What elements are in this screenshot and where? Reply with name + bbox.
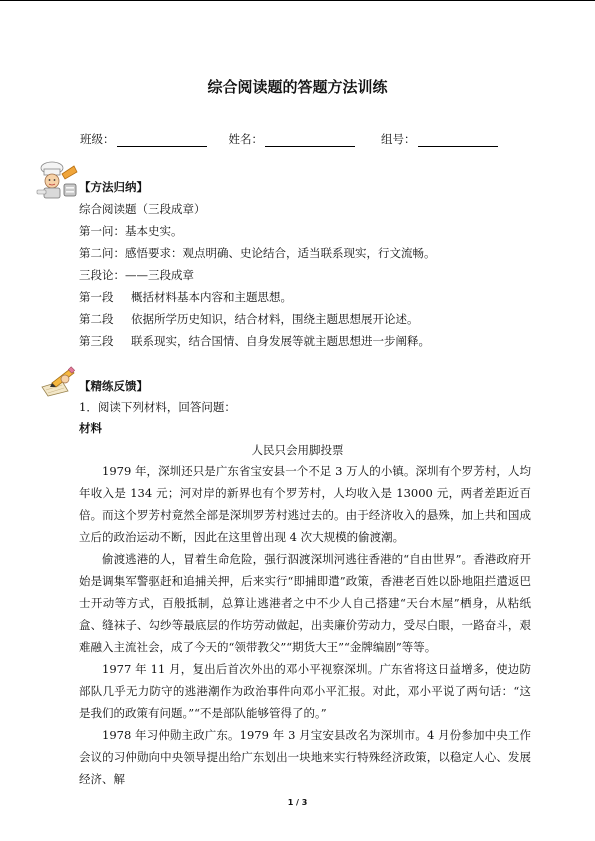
chef-cartoon-icon xyxy=(34,160,80,202)
method-line: 三段论：——三段成章 xyxy=(79,268,194,282)
step-label: 第二段 xyxy=(79,312,114,326)
practice-heading: 【精练反馈】 xyxy=(79,379,148,393)
student-info-row xyxy=(80,131,498,147)
page-top-border xyxy=(0,0,595,1)
step-label: 第三段 xyxy=(79,334,114,348)
question-text: 1．阅读下列材料，回答问题： xyxy=(79,400,236,414)
page-number: 1 / 3 xyxy=(287,798,308,807)
step-label: 第一段 xyxy=(79,290,114,304)
material-label: 材料 xyxy=(79,421,102,435)
page-title: 综合阅读题的答题方法训练 xyxy=(207,78,388,96)
name-blank[interactable] xyxy=(265,133,355,147)
material-paragraph: 1979 年，深圳还只是广东省宝安县一个不足 3 万人的小镇。深圳有个罗芳村，人均年收入是 134 元；河对岸的新界也有个罗芳村，人均收入是 13000 元，两者差距近百倍。而这个罗芳村竟然全部是深圳罗芳村逃过去的。由于经济收入的悬殊，加上共和国成立后的政治运动不断，因此在这里曾出现 4 次大规模的偷渡潮。 xyxy=(79,464,531,544)
writing-pencil-icon xyxy=(38,365,78,397)
step-text: 概括材料基本内容和主题思想。 xyxy=(131,290,292,304)
material-paragraph: 1978 年习仲勋主政广东。1979 年 3 月宝安县改名为深圳市。4 月份参加中央工作会议的习仲勋向中央领导提出给广东划出一块地来实行特殊经济政策，以稳定人心、发展经济、解 xyxy=(79,728,531,786)
material-body xyxy=(79,460,531,790)
group-label: 组号： xyxy=(381,132,416,146)
material-title: 人民只会用脚投票 xyxy=(251,443,344,457)
material-paragraph: 偷渡逃港的人，冒着生命危险，强行泅渡深圳河逃往香港的“自由世界”。香港政府开始是调集军警驱赶和追捕关押，后来实行“即捕即遣”政策，香港老百姓以卧地阻拦遣返巴士开动等方式，百般抵制，总算让逃港者之中不少人自己搭建“天台木屋”栖身，从粘纸盒、缝袜子、勾纱等最底层的作坊劳动做起，出卖廉价劳动力，受尽白眼，一路奋斗，艰难融入主流社会，成了今天的“领带教父”“期货大王”“金牌编剧”等等。 xyxy=(79,552,531,654)
name-field xyxy=(229,131,356,147)
method-line: 第一问：基本史实。 xyxy=(79,224,183,238)
class-blank[interactable] xyxy=(117,133,207,147)
method-line: 综合阅读题（三段成章） xyxy=(79,202,206,216)
method-heading: 【方法归纳】 xyxy=(79,180,148,194)
class-field xyxy=(80,131,207,147)
class-label: 班级： xyxy=(80,132,115,146)
step-text: 联系现实，结合国情、自身发展等就主题思想进一步阐释。 xyxy=(131,334,430,348)
group-blank[interactable] xyxy=(418,133,498,147)
name-label: 姓名： xyxy=(228,132,263,146)
material-paragraph: 1977 年 11 月，复出后首次外出的邓小平视察深圳。广东省将这日益增多，使边防部队几乎无力防守的逃港潮作为政治事件向邓小平汇报。对此，邓小平说了两句话：“这是我们的政策有问题。”“不是部队能够管得了的。” xyxy=(79,662,531,720)
step-text: 依据所学历史知识，结合材料，围绕主题思想展开论述。 xyxy=(131,312,419,326)
method-line: 第二问：感悟要求：观点明确、史论结合，适当联系现实，行文流畅。 xyxy=(79,246,436,260)
group-field xyxy=(381,131,498,147)
